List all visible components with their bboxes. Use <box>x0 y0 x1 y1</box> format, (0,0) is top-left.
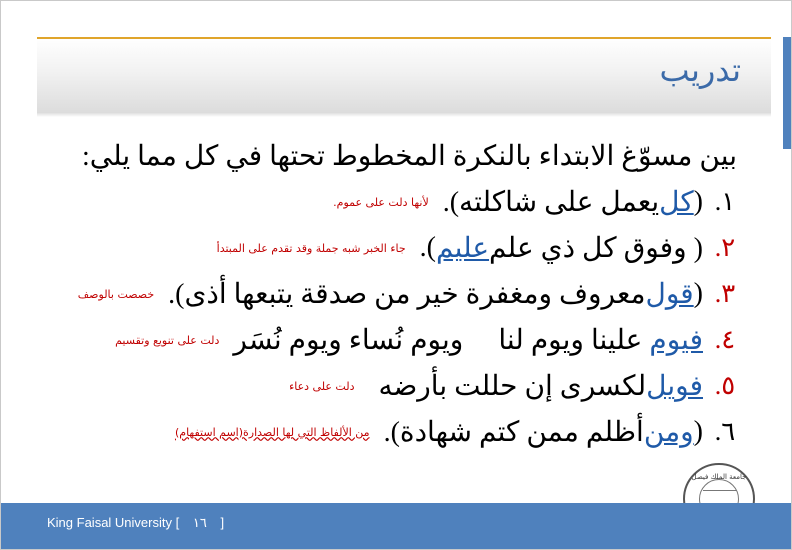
item-post: يعمل على شاكلته). <box>442 187 660 218</box>
list-item <box>41 179 747 225</box>
item-pre: ( <box>693 186 703 217</box>
item-note: جاء الخبر شبه جملة وقد تقدم على المبتدأ <box>216 241 406 255</box>
item-number: ٤. <box>714 325 736 354</box>
item-note: دلت على تنويع وتقسيم <box>115 333 220 347</box>
title-shadow <box>37 113 771 117</box>
list-item <box>41 271 747 317</box>
footer-page-number: ١٦ <box>192 515 207 530</box>
item-number: ٢. <box>714 233 736 262</box>
item-post: ). <box>419 232 436 263</box>
item-link[interactable]: كل <box>659 187 694 218</box>
slide-content <box>41 139 747 455</box>
slide-heading: بين مسوّغ الابتداء بالنكرة المخطوط تحتها في كل مما يلي: <box>81 141 737 172</box>
item-sentence <box>168 277 703 311</box>
footer-university: King Faisal University [ <box>47 515 180 530</box>
item-number: ٦. <box>714 417 736 446</box>
footer-bar <box>1 503 792 549</box>
item-note: لأنها دلت على عموم. <box>333 195 429 209</box>
item-sentence <box>420 231 703 265</box>
item-number: ٣. <box>714 279 736 308</box>
list-item <box>41 317 747 363</box>
item-post: معروف ومغفرة خير من صدقة يتبعها أذى). <box>168 279 646 310</box>
item-note: من الألفاظ التي لها الصدارة(اسم استفهام) <box>174 425 370 439</box>
item-sentence <box>378 369 703 403</box>
item-number: ١. <box>714 187 736 216</box>
logo-top-text: جامعة الملك فيصل <box>691 473 747 481</box>
item-post: علينا ويوم لنا ويوم نُساء ويوم نُسَر <box>233 325 650 356</box>
list-item <box>41 225 747 271</box>
item-number: ٥. <box>714 371 736 400</box>
footer-text <box>43 515 224 531</box>
item-sentence <box>443 185 703 219</box>
item-post: لكسرى إن حللت بأرضه <box>378 371 647 402</box>
item-pre: ( <box>693 278 703 309</box>
item-pre: ( <box>693 416 703 447</box>
list-item <box>41 409 747 455</box>
item-link[interactable]: قول <box>645 279 694 310</box>
footer-bracket-close: ] <box>220 515 225 530</box>
list-item <box>41 363 747 409</box>
title-gold-line <box>37 37 771 39</box>
item-sentence <box>233 323 703 357</box>
item-link[interactable]: ومن <box>643 417 694 448</box>
item-note: دلت على دعاء <box>289 379 355 393</box>
item-post: أظلم ممن كتم شهادة). <box>383 417 644 448</box>
item-sentence <box>384 415 703 449</box>
title-accent-bar <box>783 37 792 149</box>
item-pre: ( وفوق كل ذي علم <box>489 233 703 264</box>
item-link[interactable]: فويل <box>646 371 703 402</box>
item-note: خصصت بالوصف <box>77 287 155 301</box>
item-link[interactable]: عليم <box>435 233 490 264</box>
item-link[interactable]: فيوم <box>649 325 703 356</box>
slide-title: تدريب <box>659 51 741 89</box>
